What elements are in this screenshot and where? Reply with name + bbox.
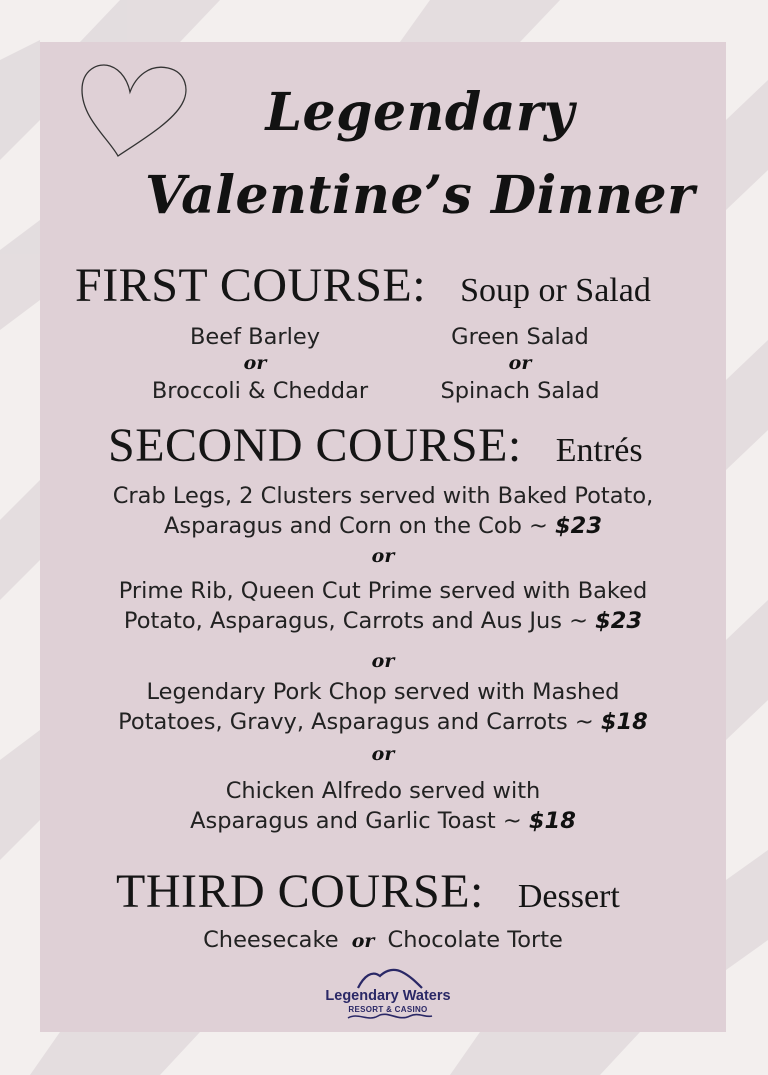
entree-4-price: $18 [528,808,576,834]
dessert-options [40,925,726,956]
entree-item-4 [40,776,726,836]
second-course-subtitle: Entrés [555,432,643,469]
entree-1-line-1: Crab Legs, 2 Clusters served with Baked Potato, [112,483,654,509]
third-course-subtitle: Dessert [517,878,620,915]
first-course-heading: FIRST COURSE: [75,259,427,312]
entree-3-price: $18 [600,709,648,735]
entree-or-separator-1: or [371,545,395,567]
soup-option-2: Broccoli & Cheddar [151,378,369,404]
title-line-2: Valentine’s Dinner [145,165,695,226]
third-course-heading: THIRD COURSE: [116,865,484,918]
entree-1-line-2: Asparagus and Corn on the Cob ~ [163,513,556,539]
second-course-heading: SECOND COURSE: [108,419,522,472]
entree-3-line-2: Potatoes, Gravy, Asparagus and Carrots ~ [118,709,601,735]
entree-item-1 [40,481,726,541]
entree-2-line-2: Potato, Asparagus, Carrots and Aus Jus ~ [123,608,596,634]
title-line-1: Legendary [265,82,575,143]
logo-tagline: RESORT & CASINO [348,1005,428,1014]
third-course-header [116,864,620,919]
salad-option-1: Green Salad [451,324,589,350]
entree-item-3 [40,677,726,737]
second-course-header [108,418,643,473]
soup-option-1: Beef Barley [189,324,321,350]
salad-option-2: Spinach Salad [440,378,600,404]
first-course-subtitle: Soup or Salad [460,272,651,309]
legendary-waters-logo [318,966,458,1024]
soup-or-separator: or [243,352,267,374]
entree-4-line-1: Chicken Alfredo served with [225,778,541,804]
entree-item-2 [40,576,726,636]
dessert-option-1: Cheesecake [203,927,339,953]
entree-1-price: $23 [555,513,602,539]
entree-or-separator-2: or [371,650,395,672]
first-course-header [75,258,651,313]
dessert-or-separator: or [351,930,375,952]
entree-3-line-1: Legendary Pork Chop served with Mashed [146,679,620,705]
logo-wordmark: Legendary Waters [325,988,451,1004]
entree-2-price: $23 [595,608,643,634]
entree-or-separator-3: or [371,743,395,765]
entree-4-line-2: Asparagus and Garlic Toast ~ [190,808,529,834]
salad-or-separator: or [508,352,532,374]
entree-2-line-1: Prime Rib, Queen Cut Prime served with Baked [118,578,648,604]
dessert-option-2: Chocolate Torte [387,927,563,953]
